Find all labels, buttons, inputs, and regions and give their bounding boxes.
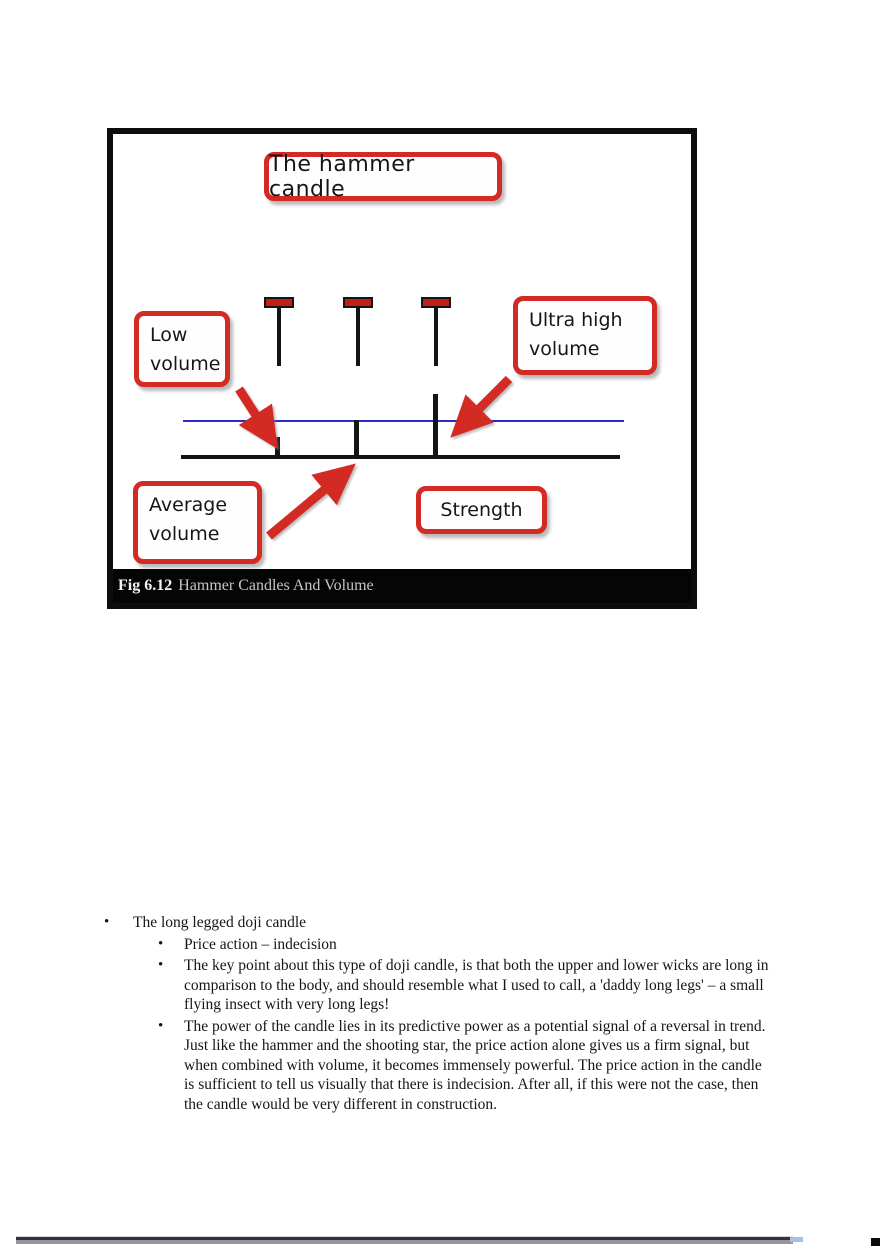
label-ultra-high-volume-line2: volume (529, 338, 600, 360)
figure-canvas (113, 134, 691, 603)
scrollbar-tip[interactable] (790, 1237, 803, 1242)
label-ultra-high-volume (513, 296, 657, 375)
label-low-volume-line2: volume (150, 353, 221, 375)
scrollbar-corner-marker (871, 1238, 880, 1246)
label-average-volume-line2: volume (149, 523, 220, 545)
bullet-marker: • (104, 914, 110, 930)
label-low-volume-line1: Low (150, 324, 188, 346)
list-item (0, 935, 800, 955)
bullet-marker: • (158, 1017, 164, 1034)
label-strength-text: Strength (440, 499, 523, 521)
figure-caption-text: Hammer Candles And Volume (178, 577, 374, 594)
figure-number: Fig 6.12 (118, 577, 173, 594)
bullet-marker: • (158, 957, 164, 973)
bullet-text: Price action – indecision (184, 935, 337, 953)
list-item (0, 956, 800, 1015)
bullet-text: The key point about this type of doji candle, is that both the upper and lower wicks are long in comparison to the body, and should resemble what I used to call, a 'daddy long legs' – a small flying insect with very long legs! (184, 957, 769, 1013)
list-item (0, 1017, 800, 1115)
arrow-ultra-high-volume (463, 379, 509, 425)
label-average-volume (133, 481, 262, 564)
figure-title: The hammer candle (269, 151, 415, 202)
arrow-low-volume (239, 389, 268, 434)
body-text-block (0, 913, 800, 1114)
label-strength (416, 486, 547, 534)
label-average-volume-line1: Average (149, 494, 228, 516)
bullet-text: The long legged doji candle (133, 914, 307, 931)
label-ultra-high-volume-line1: Ultra high (529, 309, 623, 331)
figure-caption-bar (113, 569, 691, 603)
arrow-average-volume (269, 475, 342, 536)
figure-hammer-candles-and-volume (107, 128, 697, 609)
label-low-volume (134, 311, 230, 387)
bullet-marker: • (158, 935, 164, 952)
list-item (0, 913, 800, 933)
bullet-text: The power of the candle lies in its predictive power as a potential signal of a reversal in trend. Just like the hammer and the shooting star, the price action alone gives us a firm signal, but when combined with volume, it becomes immensely powerful. The price action in the candle is sufficient to tell us visually that there is indecision. After all, if this were not the case, then the candle would be very different in construction. (184, 1017, 766, 1113)
horizontal-scrollbar[interactable] (16, 1236, 793, 1244)
